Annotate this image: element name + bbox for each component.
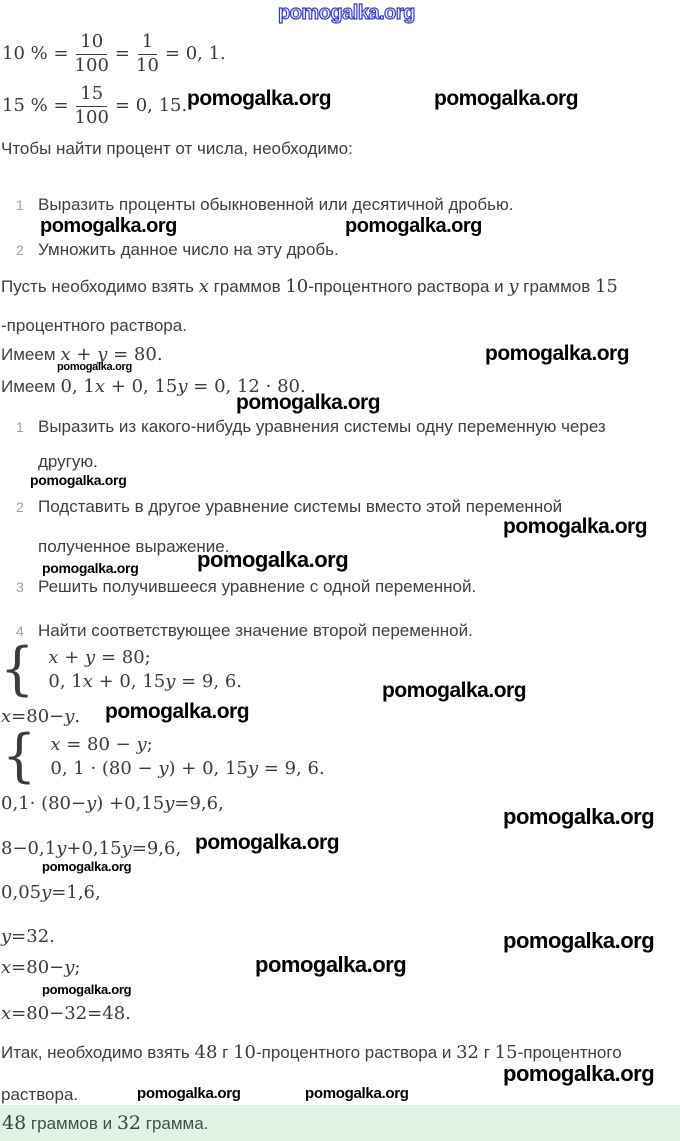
watermark: pomogalka.org xyxy=(57,361,132,373)
watermark: pomogalka.org xyxy=(382,679,527,702)
watermark: pomogalka.org xyxy=(197,547,349,572)
watermark: pomogalka.org xyxy=(137,1085,241,1102)
system-equation: 0, 1x + 0, 15y = 9, 6. xyxy=(48,670,243,692)
fraction-10-100 xyxy=(75,32,109,76)
watermark: pomogalka.org xyxy=(434,87,579,110)
equation-result-x: x = 80 − 32 = 48 . xyxy=(1,1003,131,1024)
method-step-2a: Подставить в другое уравнение системы вместо этой переменной xyxy=(38,497,563,516)
rule-step-1: Выразить проценты обыкновенной или десятичной дробью. xyxy=(38,195,514,214)
watermark: pomogalka.org xyxy=(195,831,340,854)
equation-step: 0 , 05 y = 1 , 6 , xyxy=(1,882,101,903)
list-number: 2 xyxy=(16,499,24,515)
watermark: pomogalka.org xyxy=(40,215,177,237)
watermark: pomogalka.org xyxy=(105,700,250,723)
system-equation: x + y = 80; xyxy=(48,646,151,668)
method-step-3: Решить получившееся уравнение с одной переменной. xyxy=(38,577,477,596)
setup-line-2: -процентного раствора. xyxy=(1,316,187,335)
watermark: pomogalka.org xyxy=(187,87,332,110)
formula-part: = 0, 15. xyxy=(114,95,188,117)
formula-part: = xyxy=(114,43,130,65)
system-equation: 0, 1 · (80 − y) + 0, 15y = 9, 6. xyxy=(50,757,325,779)
watermark: pomogalka.org xyxy=(485,342,630,365)
watermark: pomogalka.org xyxy=(305,1085,409,1102)
watermark: pomogalka.org xyxy=(503,515,648,538)
system-brace: { xyxy=(2,722,37,789)
formula-10-percent xyxy=(2,32,226,76)
watermark: pomogalka.org xyxy=(503,928,655,953)
formula-part: = 0, 1. xyxy=(164,43,226,65)
rule-step-2: Умножить данное число на эту дробь. xyxy=(38,240,339,259)
conclusion-line-2: раствора. xyxy=(1,1085,79,1104)
system-brace: { xyxy=(0,635,35,702)
watermark: pomogalka.org xyxy=(503,804,655,829)
method-step-1b: другую. xyxy=(38,452,98,471)
watermark: pomogalka.org xyxy=(503,1061,655,1086)
equation-system-1 xyxy=(0,635,243,702)
watermark: pomogalka.org xyxy=(345,215,482,237)
fraction-1-10 xyxy=(136,32,159,76)
list-number: 2 xyxy=(16,242,24,258)
conclusion-line-1: Итак, необходимо взять 48 г 10-процентного раствора и 32 г 15-процентного xyxy=(1,1042,622,1063)
system-equation: x = 80 − y; xyxy=(50,733,153,755)
formula-15-percent xyxy=(2,84,187,128)
fraction-denominator: 10 xyxy=(136,54,159,76)
equation-express-x: x = 80 − y . xyxy=(1,706,81,727)
equation-step: 8 − 0 , 1 y + 0 , 15 y = 9 , 6 , xyxy=(1,838,182,859)
equation-result-y: y = 32 . xyxy=(1,926,55,947)
equation-system-2 xyxy=(2,722,325,789)
watermark: pomogalka.org xyxy=(42,560,139,576)
watermark: pomogalka.org xyxy=(42,982,132,997)
setup-line-1: Пусть необходимо взять x граммов 10-процентного раствора и y граммов 15 xyxy=(1,276,618,297)
formula-part: 10 % = xyxy=(2,43,69,65)
fraction-denominator: 100 xyxy=(74,106,109,128)
method-step-2b: полученное выражение. xyxy=(38,537,230,556)
rule-title: Чтобы найти процент от числа, необходимо: xyxy=(1,139,353,158)
answer-text: 48 граммов и 32 грамма. xyxy=(2,1112,209,1134)
equation-text: 0, 1x + 0, 15y = 0, 12 · 80. xyxy=(60,376,306,397)
watermark: pomogalka.org xyxy=(255,952,407,977)
equation-text: x + y = 80. xyxy=(60,344,163,365)
method-step-1a: Выразить из какого-нибудь уравнения системы одну переменную через xyxy=(38,417,606,436)
fraction-numerator: 10 xyxy=(76,32,107,55)
formula-part: 15 % = xyxy=(2,95,69,117)
watermark: pomogalka.org xyxy=(30,472,127,488)
list-number: 1 xyxy=(16,419,24,435)
answer-bar xyxy=(0,1105,680,1141)
fraction-numerator: 15 xyxy=(76,84,107,107)
have-label: Имеем xyxy=(1,377,56,396)
have-label: Имеем xyxy=(1,345,56,364)
method-step-4: Найти соответствующее значение второй переменной. xyxy=(38,621,473,640)
fraction-15-100 xyxy=(75,84,109,128)
watermark: pomogalka.org xyxy=(42,859,132,874)
list-number: 3 xyxy=(16,579,24,595)
fraction-numerator: 1 xyxy=(138,32,157,55)
watermark: pomogalka.org xyxy=(278,2,415,24)
equation-step: x = 80 − y ; xyxy=(1,957,81,978)
fraction-denominator: 100 xyxy=(74,54,109,76)
list-number: 4 xyxy=(16,623,24,639)
equation-step: 0 , 1 · ( 80 − y ) + 0 , 15 y = 9 , 6 , xyxy=(1,793,224,814)
list-number: 1 xyxy=(16,197,24,213)
watermark: pomogalka.org xyxy=(236,391,381,414)
